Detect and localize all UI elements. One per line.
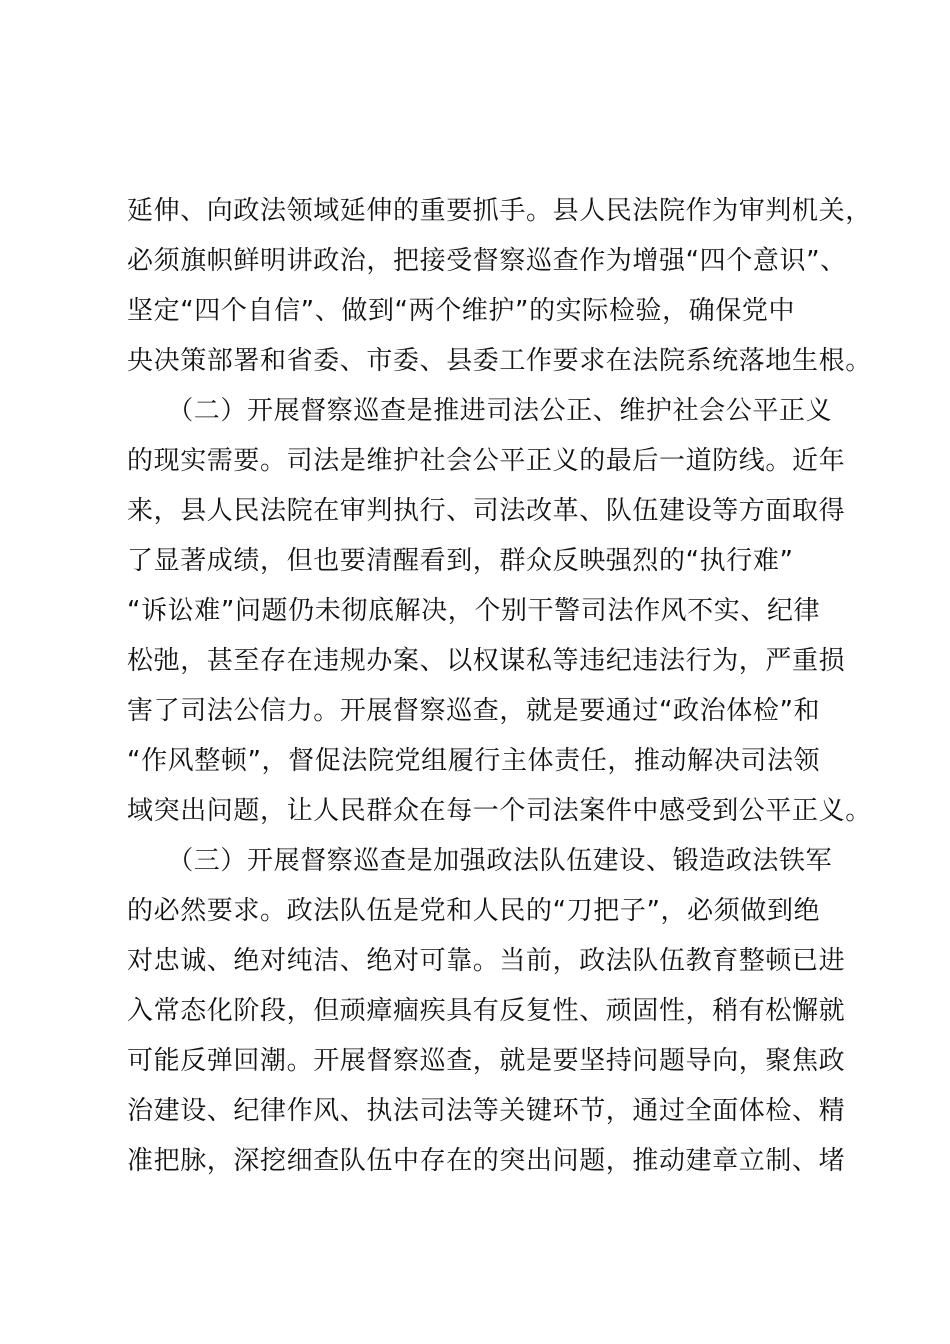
text-line: 可能反弹回潮。开展督察巡查，就是要坚持问题导向，聚焦政 [127,1046,846,1076]
text-line: “诉讼难”问题仍未彻底解决，个别干警司法作风不实、纪律 [127,596,821,626]
text-line: “作风整顿”，督促法院党组履行主体责任，推动解决司法领 [127,746,821,776]
text-line: 对忠诚、绝对纯洁、绝对可靠。当前，政法队伍教育整顿已进 [127,946,846,976]
text-line: 的必然要求。政法队伍是党和人民的“刀把子”，必须做到绝 [127,896,821,926]
text-line: 必须旗帜鲜明讲政治，把接受督察巡查作为增强“四个意识”、 [127,246,847,276]
text-line: 害了司法公信力。开展督察巡查，就是要通过“政治体检”和 [127,696,821,726]
paragraph-heading-2: （二）开展督察巡查是推进司法公正、维护社会公平正义 [127,396,833,426]
text-line: 入常态化阶段，但顽瘴痼疾具有反复性、顽固性，稍有松懈就 [127,996,846,1026]
text-line: 松弛，甚至存在违规办案、以权谋私等违纪违法行为，严重损 [127,646,846,676]
text-line: 延伸、向政法领域延伸的重要抓手。县人民法院作为审判机关， [127,196,872,226]
text-line: 央决策部署和省委、市委、县委工作要求在法院系统落地生根。 [127,346,872,376]
body-text [127,186,872,1186]
text-line: 域突出问题，让人民群众在每一个司法案件中感受到公平正义。 [127,796,872,826]
text-line: 治建设、纪律作风、执法司法等关键环节，通过全面体检、精 [127,1096,846,1126]
text-line: 来，县人民法院在审判执行、司法改革、队伍建设等方面取得 [127,496,846,526]
text-line: 的现实需要。司法是维护社会公平正义的最后一道防线。近年 [127,446,846,476]
text-line: 准把脉，深挖细查队伍中存在的突出问题，推动建章立制、堵 [127,1146,846,1176]
paragraph-heading-3: （三）开展督察巡查是加强政法队伍建设、锻造政法铁军 [127,846,833,876]
text-line: 坚定“四个自信”、做到“两个维护”的实际检验，确保党中 [127,296,796,326]
text-line: 了显著成绩，但也要清醒看到，群众反映强烈的“执行难” [127,546,794,576]
